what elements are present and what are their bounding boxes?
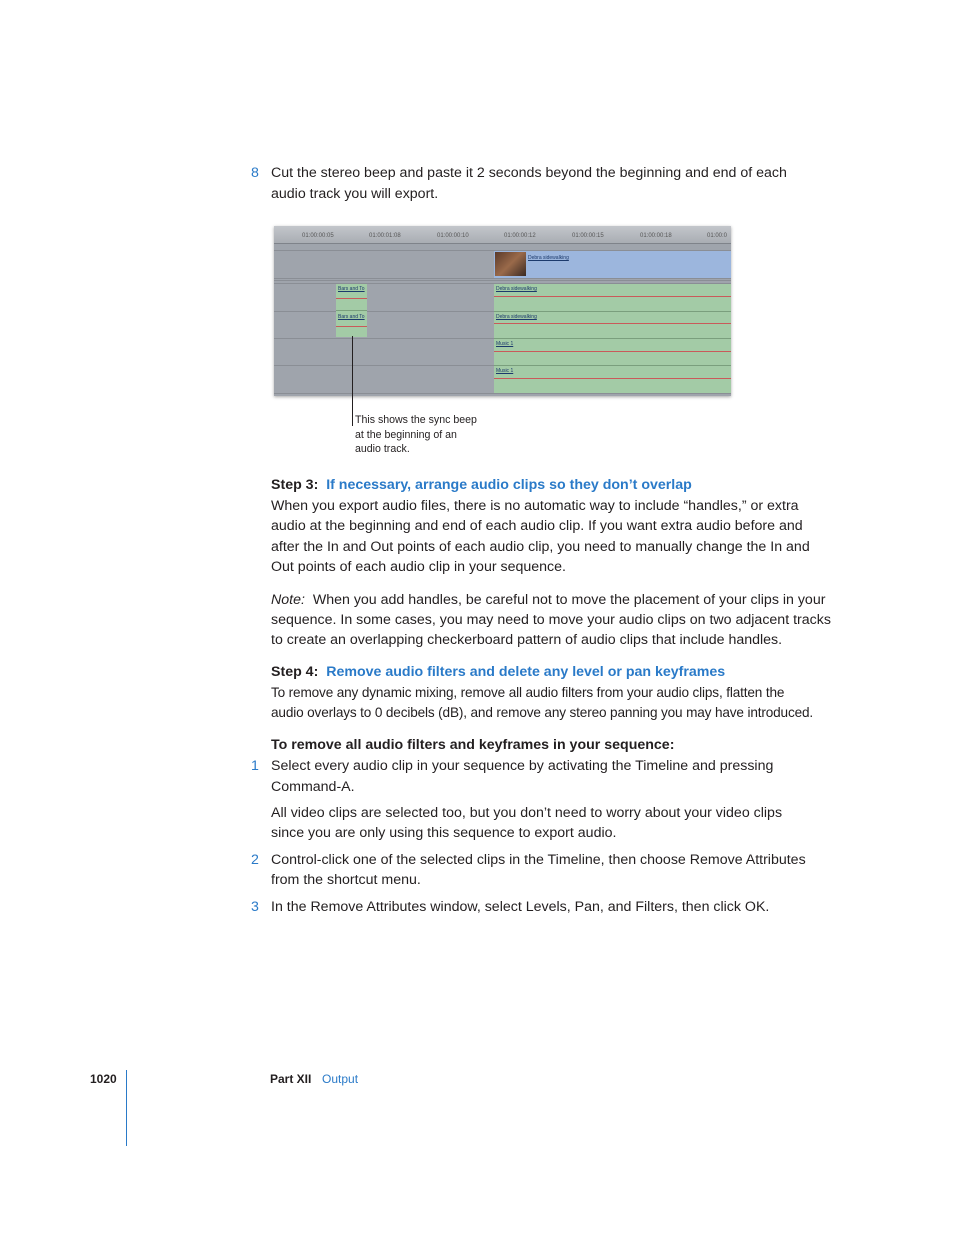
timecode-3: 01:00:00:10 [437, 233, 469, 239]
note-line-3: to create an overlapping checkerboard pattern of audio clips that include handles. [271, 632, 783, 648]
step-3-prefix: Step 3: [271, 477, 319, 493]
figure-caption-line-2: at the beginning of an [355, 429, 457, 441]
music-label-2: Music 1 [496, 368, 514, 374]
bars-label-2: Bars and To [338, 314, 365, 320]
step-number-3: 3 [251, 899, 259, 915]
step-number-2: 2 [251, 852, 259, 868]
step-3-title: If necessary, arrange audio clips so they don’t overlap [326, 477, 692, 493]
timecode-4: 01:00:00:12 [504, 233, 536, 239]
timecode-2: 01:00:01:08 [369, 233, 401, 239]
procedure-heading: To remove all audio filters and keyframes in your sequence: [271, 737, 675, 753]
callout-line [352, 336, 353, 426]
procedure-1-note-line-1: All video clips are selected too, but you don’t need to worry about your video clips [271, 805, 783, 821]
procedure-1-note-line-2: since you are only using this sequence to export audio. [271, 825, 617, 841]
note-line-2: sequence. In some cases, you may need to move your audio clips on two adjacent tracks [271, 612, 831, 628]
video-clip-label: Debra sidewalking [528, 255, 569, 261]
step-3-line-1: When you export audio files, there is no automatic way to include “handles,” or extra [271, 498, 799, 514]
procedure-1-line-1: Select every audio clip in your sequence by activating the Timeline and pressing [271, 758, 774, 774]
step-4-line-1: To remove any dynamic mixing, remove all audio filters from your audio clips, flatten the [271, 685, 785, 700]
timecode-5: 01:00:00:15 [572, 233, 604, 239]
step-4-prefix: Step 4: [271, 664, 319, 680]
step-3-line-2: audio at the beginning and end of each audio clip. If you want extra audio before and [271, 518, 803, 534]
procedure-2-line-1: Control-click one of the selected clips in the Timeline, then choose Remove Attributes [271, 852, 806, 868]
note-text-1: When you add handles, be careful not to move the placement of your clips in your [312, 592, 826, 608]
bars-label-1: Bars and To [338, 286, 365, 292]
step-number-1: 1 [251, 758, 259, 774]
timecode-6: 01:00:00:18 [640, 233, 672, 239]
step-3-line-4: Out points of each audio clip in your sequence. [271, 559, 566, 575]
step-4-line-2: audio overlays to 0 decibels (dB), and remove any stereo panning you may have introduced. [271, 705, 814, 720]
figure-caption-line-1: This shows the sync beep [355, 414, 477, 426]
timecode-7: 01:00:0 [707, 233, 728, 239]
audio-clip-label-1: Debra sidewalking [496, 286, 537, 292]
note-line-1 [271, 590, 825, 611]
step-3-line-3: after the In and Out points of each audio clip, you need to manually change the In and [271, 539, 810, 555]
procedure-2-line-2: from the shortcut menu. [271, 872, 421, 888]
audio-clip-label-2: Debra sidewalking [496, 314, 537, 320]
page-number: 1020 [90, 1072, 117, 1086]
step-3-heading [271, 477, 692, 493]
video-thumbnail [495, 252, 526, 276]
music-label-1: Music 1 [496, 341, 514, 347]
footer-rule [126, 1070, 127, 1146]
step-8-line-1: Cut the stereo beep and paste it 2 seconds beyond the beginning and end of each [271, 165, 787, 181]
timecode-1: 01:00:00:05 [302, 233, 334, 239]
step-number-8: 8 [251, 165, 259, 181]
footer-part: Part XII [270, 1072, 312, 1086]
step-4-title: Remove audio filters and delete any level or pan keyframes [326, 664, 726, 680]
figure-caption-line-3: audio track. [355, 443, 410, 455]
timeline-screenshot [274, 226, 731, 396]
note-label: Note: [271, 592, 305, 608]
step-8-line-2: audio track you will export. [271, 186, 439, 202]
step-4-heading [271, 664, 725, 680]
footer-section-link[interactable]: Output [322, 1072, 359, 1086]
procedure-1-line-2: Command-A. [271, 779, 355, 795]
procedure-3-line-1: In the Remove Attributes window, select Levels, Pan, and Filters, then click OK. [271, 899, 770, 915]
